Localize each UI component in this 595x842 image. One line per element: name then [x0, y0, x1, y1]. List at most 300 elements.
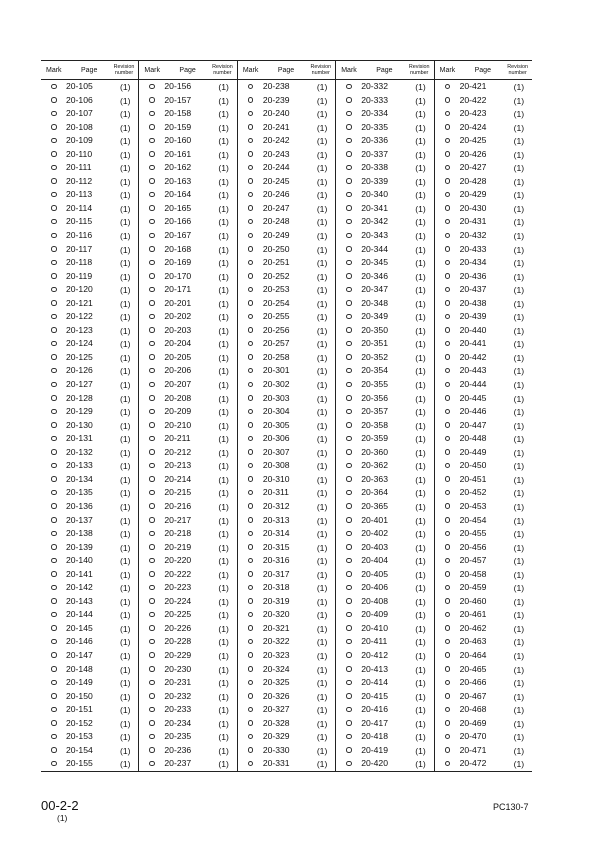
- revision-number: (1): [513, 258, 525, 269]
- table-row: [41, 608, 138, 622]
- revision-number: (1): [218, 420, 229, 431]
- mark-circle-icon: [445, 341, 451, 347]
- page-number: 20-342: [361, 216, 388, 227]
- page-number: 20-242: [262, 135, 290, 146]
- mark-circle-icon: [346, 598, 352, 604]
- revision-number: (1): [218, 258, 229, 269]
- mark-circle-icon: [445, 571, 451, 577]
- table-row: [238, 717, 335, 731]
- mark-circle-icon: [149, 666, 155, 672]
- revision-number: (1): [120, 529, 131, 540]
- mark-circle-icon: [51, 178, 57, 184]
- page-number: 20-329: [262, 731, 290, 742]
- table-row: [41, 622, 138, 636]
- page-number: 20-303: [262, 392, 290, 403]
- table-row: [435, 663, 532, 677]
- page-number: 20-224: [164, 595, 192, 606]
- table-row: [435, 310, 532, 324]
- table-row: [41, 121, 138, 135]
- table-row: [41, 635, 138, 649]
- revision-number: (1): [120, 542, 131, 553]
- table-row: [238, 554, 335, 568]
- table-row: [41, 256, 138, 270]
- revision-number: (1): [218, 583, 229, 594]
- table-row: [435, 568, 532, 582]
- table-row: [336, 202, 433, 216]
- table-row: [139, 717, 236, 731]
- table-row: [139, 595, 236, 609]
- mark-circle-icon: [149, 639, 155, 645]
- table-row: [41, 541, 138, 555]
- page-number: 20-142: [66, 582, 93, 593]
- revision-number: (1): [513, 420, 525, 431]
- header-page: Page: [277, 66, 295, 74]
- mark-circle-icon: [445, 97, 451, 103]
- mark-circle-icon: [149, 476, 155, 482]
- mark-circle-icon: [346, 327, 352, 333]
- table-row: [41, 419, 138, 433]
- page-number: 20-334: [361, 108, 388, 119]
- page-number: 20-364: [361, 487, 388, 498]
- revision-number: (1): [415, 623, 426, 634]
- mark-circle-icon: [149, 531, 155, 537]
- page-number: 20-310: [262, 473, 290, 484]
- page-number: 20-460: [459, 595, 487, 606]
- mark-circle-icon: [248, 436, 254, 442]
- mark-circle-icon: [346, 84, 352, 90]
- mark-circle-icon: [51, 341, 57, 347]
- revision-number: (1): [120, 678, 131, 689]
- mark-circle-icon: [248, 747, 254, 753]
- page-number: 20-428: [459, 175, 487, 186]
- mark-circle-icon: [445, 625, 451, 631]
- page-number: 20-243: [262, 148, 290, 159]
- page-number: 20-455: [459, 528, 487, 539]
- revision-number: (1): [120, 556, 131, 567]
- table-row: [238, 256, 335, 270]
- mark-circle-icon: [346, 666, 352, 672]
- table-row: [336, 392, 433, 406]
- mark-circle-icon: [51, 490, 57, 496]
- page-number: 20-244: [262, 162, 290, 173]
- mark-circle-icon: [445, 544, 451, 550]
- revision-number: (1): [316, 664, 328, 675]
- table-row: [238, 364, 335, 378]
- mark-circle-icon: [51, 395, 57, 401]
- page-number: 20-447: [459, 419, 487, 430]
- revision-number: (1): [513, 637, 525, 648]
- page-number: 20-403: [361, 541, 388, 552]
- revision-number: (1): [513, 529, 525, 540]
- mark-circle-icon: [445, 585, 451, 591]
- revision-number: (1): [316, 109, 328, 120]
- revision-number: (1): [415, 271, 426, 282]
- revision-number: (1): [316, 759, 328, 770]
- revision-number: (1): [316, 637, 328, 648]
- revision-number: (1): [513, 149, 525, 160]
- table-row: [238, 188, 335, 202]
- table-row: [336, 134, 433, 148]
- revision-number: (1): [513, 650, 525, 661]
- mark-circle-icon: [346, 219, 352, 225]
- mark-circle-icon: [149, 761, 155, 767]
- page-number: 20-160: [164, 135, 192, 146]
- mark-circle-icon: [149, 409, 155, 415]
- page-column: [335, 80, 433, 771]
- mark-circle-icon: [346, 409, 352, 415]
- table-row: [336, 364, 433, 378]
- page-number: 20-126: [66, 365, 93, 376]
- revision-number: (1): [120, 732, 131, 743]
- header-group: [237, 61, 335, 79]
- table-row: [435, 595, 532, 609]
- table-row: [139, 459, 236, 473]
- table-row: [435, 148, 532, 162]
- mark-circle-icon: [346, 368, 352, 374]
- page-number: 20-330: [262, 744, 290, 755]
- page-number: 20-251: [262, 257, 290, 268]
- table-row: [139, 473, 236, 487]
- table-row: [336, 514, 433, 528]
- revision-number: (1): [316, 447, 328, 458]
- revision-number: (1): [415, 501, 426, 512]
- mark-circle-icon: [248, 761, 254, 767]
- mark-circle-icon: [51, 368, 57, 374]
- page-number: 20-449: [459, 446, 487, 457]
- page-number: 20-362: [361, 460, 388, 471]
- table-row: [139, 324, 236, 338]
- table-row: [41, 473, 138, 487]
- revision-number: (1): [513, 610, 525, 621]
- mark-circle-icon: [149, 517, 155, 523]
- mark-circle-icon: [248, 287, 254, 293]
- revision-number: (1): [218, 542, 229, 553]
- mark-circle-icon: [248, 111, 254, 117]
- page-number: 20-245: [262, 175, 290, 186]
- revision-number: (1): [120, 325, 131, 336]
- page-column: [138, 80, 236, 771]
- mark-circle-icon: [51, 124, 57, 130]
- page-number: 20-240: [262, 108, 290, 119]
- table-row: [41, 649, 138, 663]
- table-row: [336, 690, 433, 704]
- mark-circle-icon: [445, 314, 451, 320]
- table-row: [336, 188, 433, 202]
- revision-number: (1): [218, 759, 229, 770]
- revision-number: (1): [120, 650, 131, 661]
- page-number: 20-411: [361, 636, 388, 647]
- mark-circle-icon: [248, 151, 254, 157]
- revision-number: (1): [120, 95, 131, 106]
- mark-circle-icon: [346, 97, 352, 103]
- revision-number: (1): [316, 583, 328, 594]
- table-row: [336, 324, 433, 338]
- table-row: [435, 270, 532, 284]
- page-number: 20-415: [361, 690, 388, 701]
- revision-number: (1): [415, 380, 426, 391]
- page-number: 20-143: [66, 595, 93, 606]
- page-number: 20-451: [459, 473, 487, 484]
- mark-circle-icon: [248, 205, 254, 211]
- table-row: [41, 554, 138, 568]
- revision-number: (1): [513, 244, 525, 255]
- table-row: [435, 622, 532, 636]
- mark-circle-icon: [51, 273, 57, 279]
- table-row: [139, 446, 236, 460]
- page-number: 20-425: [459, 135, 487, 146]
- revision-number: (1): [415, 515, 426, 526]
- mark-circle-icon: [51, 503, 57, 509]
- page-number: 20-351: [361, 338, 388, 349]
- revision-number: (1): [415, 176, 426, 187]
- page-number: 20-150: [66, 690, 93, 701]
- table-row: [336, 500, 433, 514]
- page-number: 20-223: [164, 582, 192, 593]
- table-row: [238, 283, 335, 297]
- mark-circle-icon: [248, 233, 254, 239]
- mark-circle-icon: [51, 192, 57, 198]
- mark-circle-icon: [248, 707, 254, 713]
- page-number: 20-328: [262, 717, 290, 728]
- revision-number: (1): [415, 556, 426, 567]
- revision-number: (1): [415, 122, 426, 133]
- table-row: [238, 459, 335, 473]
- table-row: [435, 446, 532, 460]
- mark-circle-icon: [445, 327, 451, 333]
- mark-circle-icon: [346, 490, 352, 496]
- page-number: 20-433: [459, 243, 487, 254]
- page-number: 20-463: [459, 636, 487, 647]
- page-number: 20-105: [66, 81, 93, 91]
- revision-number: (1): [218, 95, 229, 106]
- page-number: 20-167: [164, 230, 192, 241]
- page-number: 20-118: [66, 257, 93, 268]
- table-row: [238, 243, 335, 257]
- revision-number: (1): [120, 271, 131, 282]
- revision-number: (1): [120, 258, 131, 269]
- revision-number: (1): [316, 176, 328, 187]
- table-row: [435, 541, 532, 555]
- mark-circle-icon: [445, 124, 451, 130]
- revision-number: (1): [513, 339, 525, 350]
- mark-circle-icon: [149, 246, 155, 252]
- table-row: [139, 175, 236, 189]
- page-number: 20-207: [164, 379, 192, 390]
- header-page: Page: [376, 66, 393, 74]
- revision-number: (1): [513, 515, 525, 526]
- table-row: [139, 148, 236, 162]
- page-number: 20-131: [66, 433, 93, 444]
- page-number: 20-430: [459, 202, 487, 213]
- mark-circle-icon: [51, 219, 57, 225]
- revision-number: (1): [120, 664, 131, 675]
- table-row: [435, 703, 532, 717]
- page-number: 20-218: [164, 528, 192, 539]
- table-row: [238, 744, 335, 758]
- mark-circle-icon: [346, 652, 352, 658]
- revision-number: (1): [513, 95, 525, 106]
- table-row: [435, 744, 532, 758]
- page-number: 20-305: [262, 419, 290, 430]
- table-row: [435, 215, 532, 229]
- revision-number: (1): [415, 447, 426, 458]
- mark-circle-icon: [445, 720, 451, 726]
- mark-circle-icon: [51, 612, 57, 618]
- table-row: [139, 405, 236, 419]
- mark-circle-icon: [248, 639, 254, 645]
- revision-number: (1): [316, 366, 328, 377]
- page-number: 20-326: [262, 690, 290, 701]
- page-number: 20-226: [164, 622, 192, 633]
- page-number: 20-469: [459, 717, 487, 728]
- table-row: [238, 202, 335, 216]
- page-number: 20-332: [361, 81, 388, 91]
- table-row: [435, 649, 532, 663]
- revision-number: (1): [218, 244, 229, 255]
- mark-circle-icon: [248, 449, 254, 455]
- table-row: [41, 378, 138, 392]
- table-row: [238, 486, 335, 500]
- page-number: 20-162: [164, 162, 192, 173]
- page-number: 20-443: [459, 365, 487, 376]
- page-number: 20-344: [361, 243, 388, 254]
- revision-number: (1): [218, 190, 229, 201]
- page-number: 20-348: [361, 297, 388, 308]
- table-row: [139, 121, 236, 135]
- table-row: [435, 297, 532, 311]
- mark-circle-icon: [346, 625, 352, 631]
- mark-circle-icon: [248, 517, 254, 523]
- mark-circle-icon: [51, 463, 57, 469]
- header-revision: Revision number: [310, 63, 332, 76]
- mark-circle-icon: [346, 205, 352, 211]
- revision-number: (1): [218, 488, 229, 499]
- mark-circle-icon: [248, 693, 254, 699]
- page-number: 20-434: [459, 257, 487, 268]
- revision-number: (1): [120, 352, 131, 363]
- table-row: [41, 500, 138, 514]
- mark-circle-icon: [445, 395, 451, 401]
- table-row: [238, 500, 335, 514]
- mark-circle-icon: [445, 490, 451, 496]
- mark-circle-icon: [51, 544, 57, 550]
- page-number: 20-149: [66, 677, 93, 688]
- mark-circle-icon: [248, 246, 254, 252]
- table-row: [238, 663, 335, 677]
- table-row: [238, 80, 335, 94]
- page-number: 20-233: [164, 704, 192, 715]
- page-number: 20-147: [66, 649, 93, 660]
- mark-circle-icon: [445, 517, 451, 523]
- revision-number: (1): [316, 678, 328, 689]
- table-row: [41, 730, 138, 744]
- table-row: [238, 581, 335, 595]
- revision-number: (1): [120, 745, 131, 756]
- revision-number: (1): [415, 82, 426, 92]
- page-number: 20-465: [459, 663, 487, 674]
- table-row: [41, 175, 138, 189]
- page-number: 20-155: [66, 758, 93, 769]
- revision-number: (1): [120, 759, 131, 770]
- table-row: [238, 473, 335, 487]
- page-number: 20-234: [164, 717, 192, 728]
- mark-circle-icon: [346, 463, 352, 469]
- revision-number: (1): [218, 122, 229, 133]
- revision-number: (1): [415, 258, 426, 269]
- page-number: 20-401: [361, 514, 388, 525]
- page-number: 20-452: [459, 487, 487, 498]
- document-revision: (1): [57, 813, 68, 823]
- table-row: [41, 80, 138, 94]
- table-row: [435, 473, 532, 487]
- mark-circle-icon: [346, 165, 352, 171]
- table-row: [435, 94, 532, 108]
- mark-circle-icon: [248, 734, 254, 740]
- page-number: 20-429: [459, 189, 487, 200]
- table-row: [139, 94, 236, 108]
- mark-circle-icon: [445, 382, 451, 388]
- revision-number: (1): [513, 136, 525, 147]
- revision-number: (1): [218, 231, 229, 242]
- page-number: 20-236: [164, 744, 192, 755]
- mark-circle-icon: [248, 300, 254, 306]
- table-row: [41, 744, 138, 758]
- table-row: [41, 757, 138, 771]
- revision-number: (1): [120, 515, 131, 526]
- page-number: 20-322: [262, 636, 290, 647]
- page-number: 20-129: [66, 406, 93, 417]
- mark-circle-icon: [149, 490, 155, 496]
- revision-number: (1): [316, 258, 328, 269]
- table-row: [336, 581, 433, 595]
- revision-number: (1): [316, 217, 328, 228]
- revision-number: (1): [513, 176, 525, 187]
- table-row: [336, 161, 433, 175]
- page-number: 20-115: [66, 216, 93, 227]
- revision-number: (1): [120, 163, 131, 174]
- table-row: [435, 161, 532, 175]
- page-number: 20-220: [164, 555, 192, 566]
- revision-number: (1): [316, 488, 328, 499]
- table-row: [41, 283, 138, 297]
- table-row: [435, 392, 532, 406]
- header-revision: Revision number: [212, 63, 233, 76]
- mark-circle-icon: [346, 558, 352, 564]
- table-row: [435, 324, 532, 338]
- revision-number: (1): [415, 691, 426, 702]
- mark-circle-icon: [51, 625, 57, 631]
- mark-circle-icon: [445, 436, 451, 442]
- page-number: 20-355: [361, 379, 388, 390]
- table-row: [41, 392, 138, 406]
- table-row: [336, 717, 433, 731]
- table-row: [435, 459, 532, 473]
- page-number: 20-319: [262, 595, 290, 606]
- mark-circle-icon: [445, 422, 451, 428]
- page-number: 20-107: [66, 108, 93, 119]
- page-number: 20-318: [262, 582, 290, 593]
- revision-number: (1): [218, 461, 229, 472]
- table-row: [336, 432, 433, 446]
- page-number: 20-232: [164, 690, 192, 701]
- page-number: 20-416: [361, 704, 388, 715]
- page-number: 20-363: [361, 473, 388, 484]
- mark-circle-icon: [445, 531, 451, 537]
- revision-number: (1): [218, 366, 229, 377]
- header-group: [41, 61, 138, 79]
- mark-circle-icon: [51, 693, 57, 699]
- revision-number: (1): [218, 271, 229, 282]
